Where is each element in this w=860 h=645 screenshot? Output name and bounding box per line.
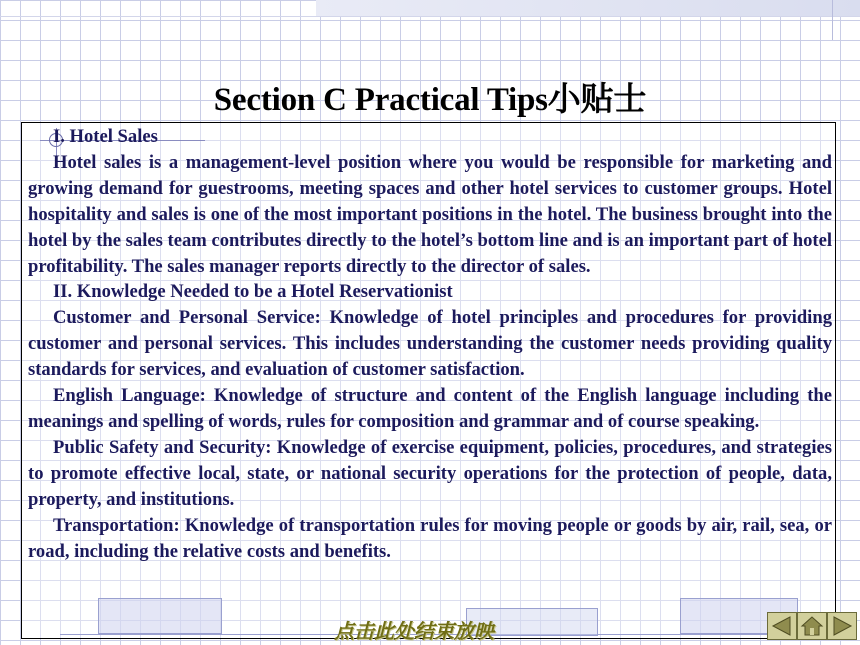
slide-body [28, 124, 832, 564]
end-show-link[interactable]: 点击此处结束放映 [334, 619, 494, 643]
arrow-right-icon [828, 613, 856, 639]
bottom-decor-block-left [98, 598, 222, 634]
arrow-left-icon [768, 613, 796, 639]
right-decor-line [832, 0, 833, 40]
heading-knowledge-needed: II. Knowledge Needed to be a Hotel Reservationist [53, 281, 453, 303]
home-slide-button[interactable] [797, 612, 827, 640]
slide-title: Section C Practical Tips小贴士 [213, 82, 647, 118]
paragraph-hotel-sales: Hotel sales is a management-level position where you would be responsible for marketing and growing demand for guestrooms, meeting spaces and other hotel services to customer groups. Hotel hospitality and sales is one of the most important positions in the hotel. The business brought into the hotel by the sales team contributes directly to the hotel’s bottom line and is an important part of hotel profitability. The sales manager reports directly to the director of sales. [28, 151, 832, 277]
next-slide-button[interactable] [827, 612, 857, 640]
home-icon [798, 613, 826, 639]
paragraph-english-language: English Language: Knowledge of structure and content of the English language including the meanings and spelling of words, rules for composition and grammar and of course speaking. [28, 385, 832, 432]
prev-slide-button[interactable] [767, 612, 797, 640]
paragraph-public-safety: Public Safety and Security: Knowledge of exercise equipment, policies, procedures, and strategies to promote effective local, state, or national security operations for the protection of people, data, property, and institutions. [28, 436, 832, 510]
heading-hotel-sales: I. Hotel Sales [53, 126, 158, 147]
paragraph-customer-service: Customer and Personal Service: Knowledge of hotel principles and procedures for providing customer and personal services. This includes understanding the customer needs providing quality standards for services, and evaluation of customer satisfaction. [28, 307, 832, 381]
top-decor-band [316, 0, 860, 16]
paragraph-transportation: Transportation: Knowledge of transportation rules for moving people or goods by air, rail, sea, or road, including the relative costs and benefits. [28, 514, 832, 562]
top-decor-line [0, 16, 860, 17]
